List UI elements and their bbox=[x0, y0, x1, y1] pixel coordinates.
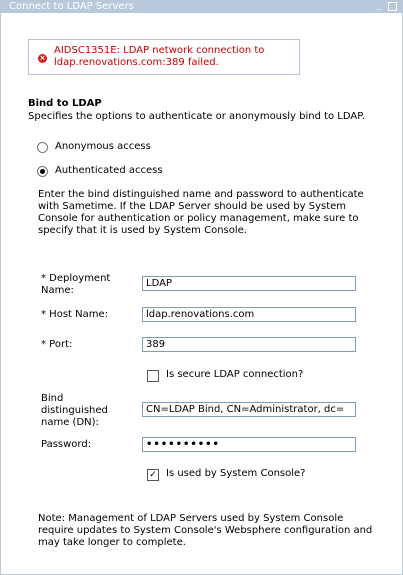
host-name-input[interactable]: ldap.renovations.com bbox=[142, 307, 356, 322]
system-console-checkbox[interactable]: ✓ bbox=[147, 469, 159, 481]
port-input[interactable]: 389 bbox=[142, 337, 356, 352]
window-title: Connect to LDAP Servers bbox=[9, 1, 134, 12]
section-title: Bind to LDAP bbox=[28, 98, 102, 109]
deployment-name-label: * Deployment Name: bbox=[41, 273, 111, 296]
anonymous-access-radio[interactable] bbox=[37, 142, 48, 153]
password-label: Password: bbox=[41, 439, 92, 450]
deployment-name-input[interactable]: LDAP bbox=[142, 276, 356, 291]
anonymous-access-label: Anonymous access bbox=[55, 141, 151, 152]
secure-ldap-label: Is secure LDAP connection? bbox=[166, 369, 304, 380]
authenticated-access-radio[interactable] bbox=[37, 166, 48, 177]
error-text: AIDSC1351E: LDAP network connection to ldap.renovations.com:389 failed. bbox=[54, 45, 265, 68]
error-message-box bbox=[28, 39, 300, 75]
window-titlebar bbox=[1, 1, 402, 13]
bind-dn-label: Bind distinguished name (DN): bbox=[41, 393, 108, 428]
port-label: * Port: bbox=[41, 339, 73, 350]
minimize-button[interactable]: _ bbox=[376, 1, 382, 11]
host-name-label: * Host Name: bbox=[41, 309, 108, 320]
note-text: Note: Management of LDAP Servers used by System Console require updates to System Console's Websphere configuration and may take longer to complete. bbox=[38, 513, 373, 548]
secure-ldap-checkbox[interactable] bbox=[147, 370, 159, 382]
maximize-button[interactable] bbox=[388, 2, 397, 11]
password-input[interactable]: •••••••••• bbox=[142, 437, 356, 452]
system-console-label: Is used by System Console? bbox=[166, 468, 306, 479]
authenticated-access-label: Authenticated access bbox=[55, 165, 163, 176]
error-icon: × bbox=[39, 54, 46, 62]
help-text: Enter the bind distinguished name and password to authenticate with Sametime. If the LDAP Server should be used by System Console for authentication or policy management, make sure to specify that it is used by System Console. bbox=[38, 189, 364, 236]
bind-dn-input[interactable]: CN=LDAP Bind, CN=Administrator, dc= bbox=[142, 402, 356, 417]
section-description: Specifies the options to authenticate or anonymously bind to LDAP. bbox=[28, 111, 365, 122]
